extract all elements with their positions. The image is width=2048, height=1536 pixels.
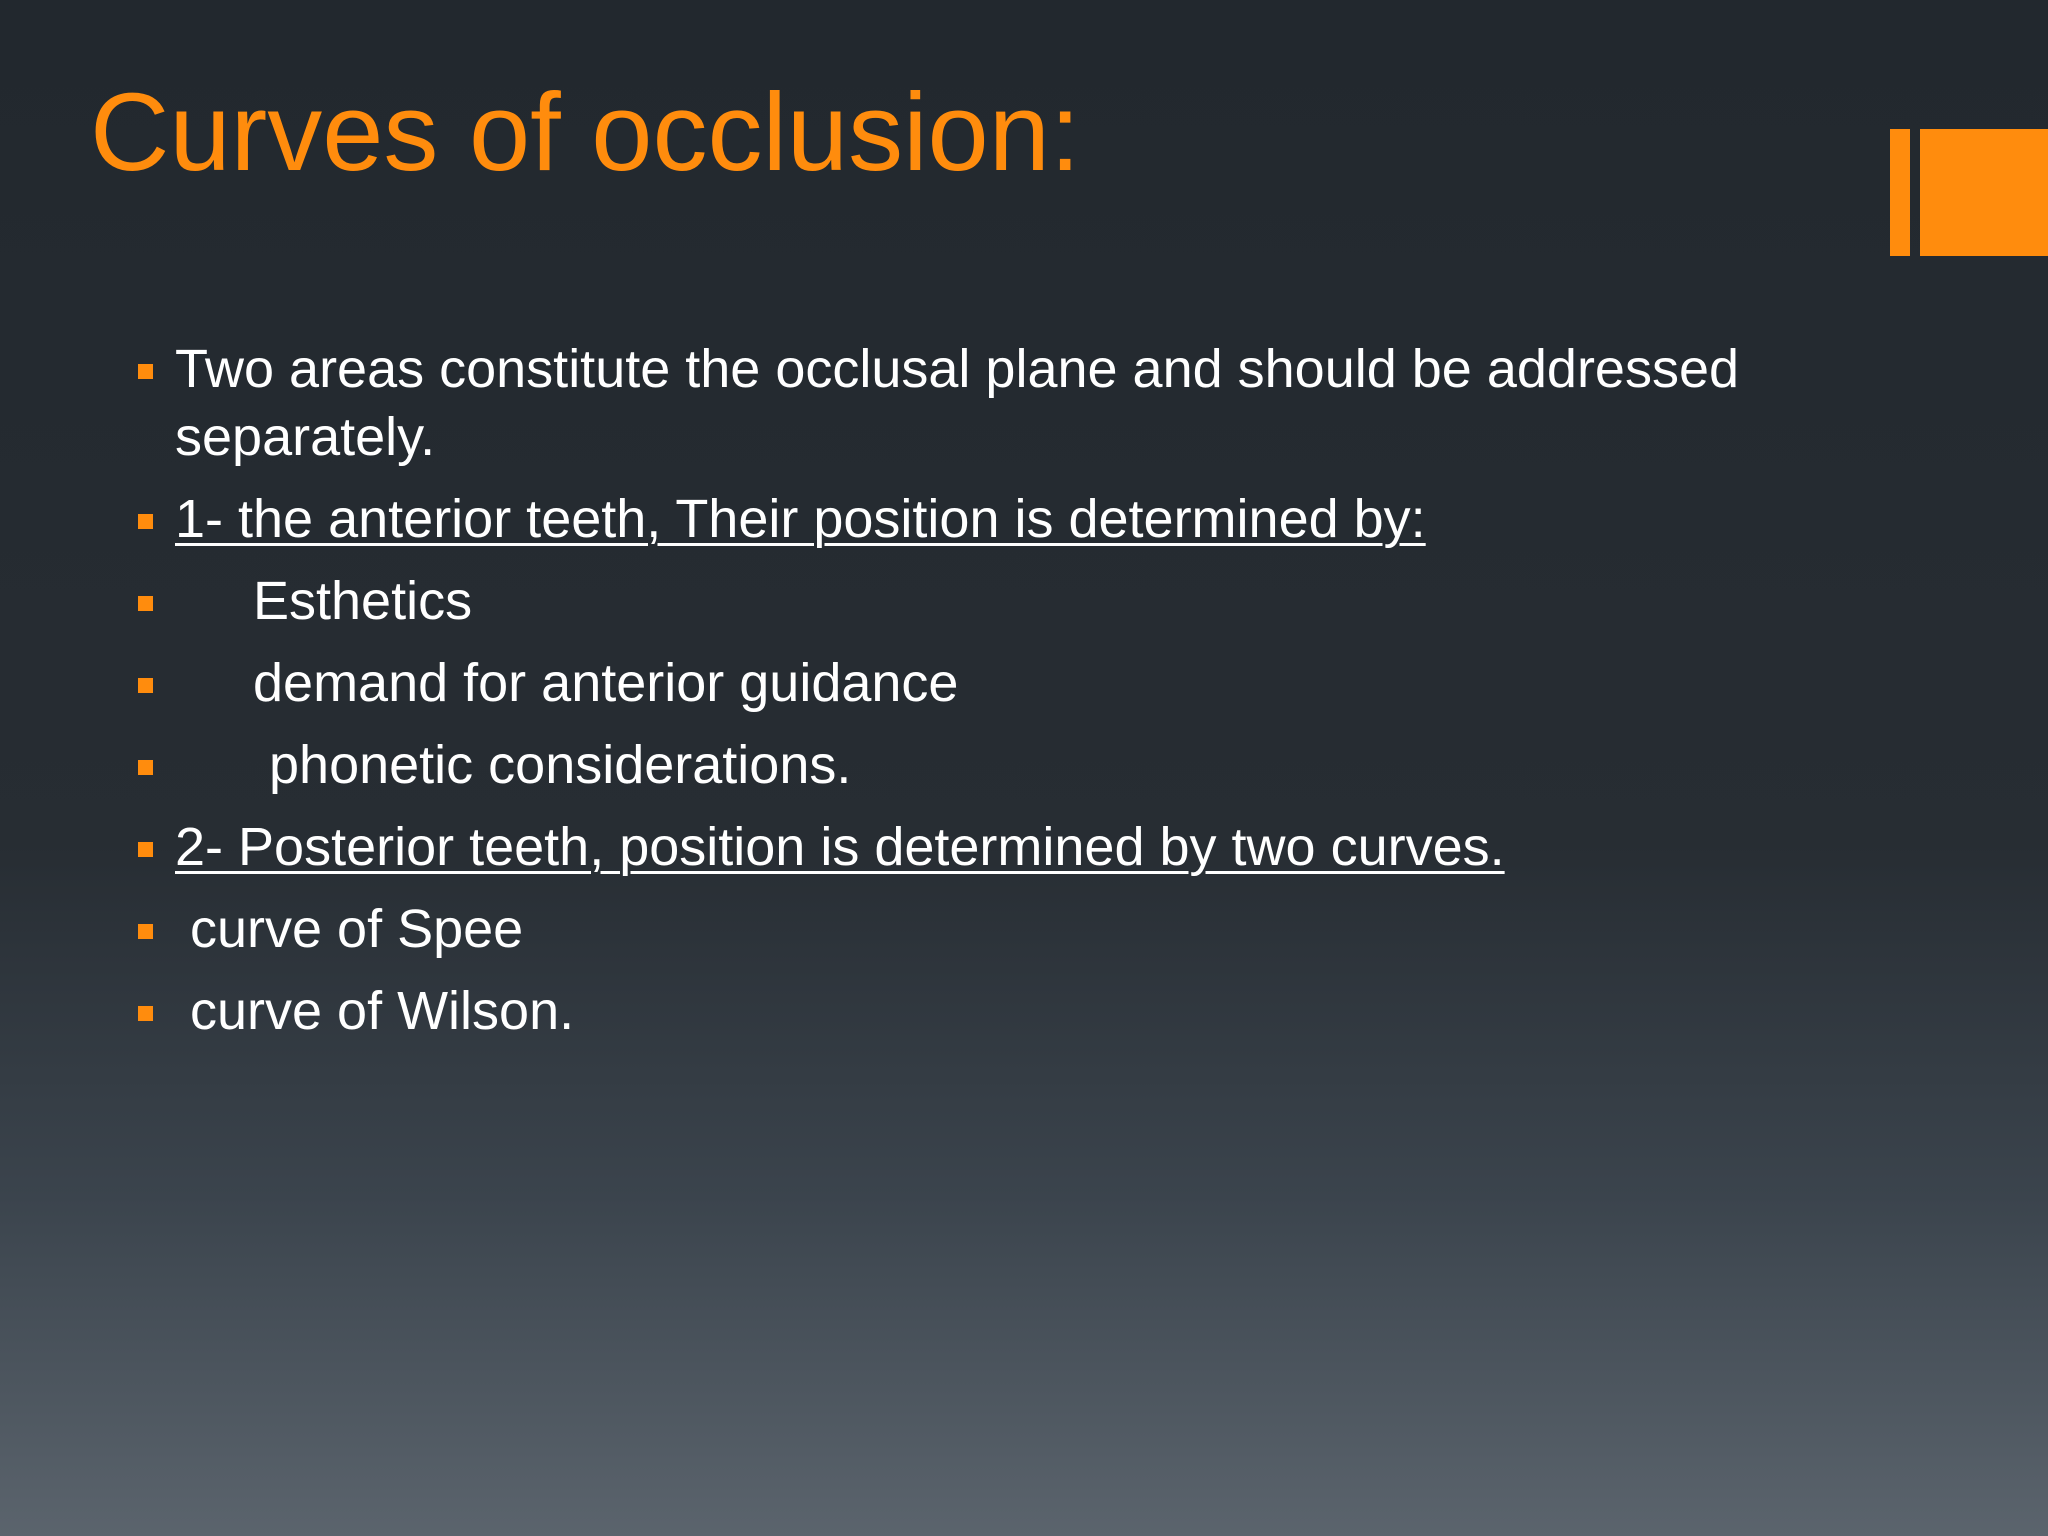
square-bullet-icon — [138, 760, 153, 775]
bullet-item — [136, 977, 1856, 1045]
bullet-text: demand for anterior guidance — [253, 653, 959, 713]
bullet-text: curve of Spee — [190, 899, 524, 959]
bullet-item — [136, 485, 1856, 553]
bullet-item — [136, 649, 1856, 717]
square-bullet-icon — [138, 924, 153, 939]
bullet-item — [136, 335, 1856, 471]
bullet-item — [136, 731, 1856, 799]
title-accent-bar — [1890, 129, 1910, 256]
square-bullet-icon — [138, 1006, 153, 1021]
square-bullet-icon — [138, 678, 153, 693]
square-bullet-icon — [138, 514, 153, 529]
title-accent-block — [1920, 129, 2048, 256]
bullet-text: Esthetics — [253, 571, 473, 631]
bullet-text: Two areas constitute the occlusal plane and should be addressed separately. — [175, 339, 1740, 467]
bullet-list — [136, 335, 1856, 1045]
bullet-item — [136, 567, 1856, 635]
bullet-text: curve of Wilson. — [190, 981, 575, 1041]
bullet-item — [136, 895, 1856, 963]
bullet-text: phonetic considerations. — [269, 735, 852, 795]
square-bullet-icon — [138, 364, 153, 379]
bullet-heading: 2- Posterior teeth, position is determined by two curves. — [175, 817, 1505, 877]
square-bullet-icon — [138, 842, 153, 857]
bullet-item — [136, 813, 1856, 881]
square-bullet-icon — [138, 596, 153, 611]
bullet-heading: 1- the anterior teeth, Their position is determined by: — [175, 489, 1426, 549]
slide-title: Curves of occlusion: — [90, 71, 1081, 194]
